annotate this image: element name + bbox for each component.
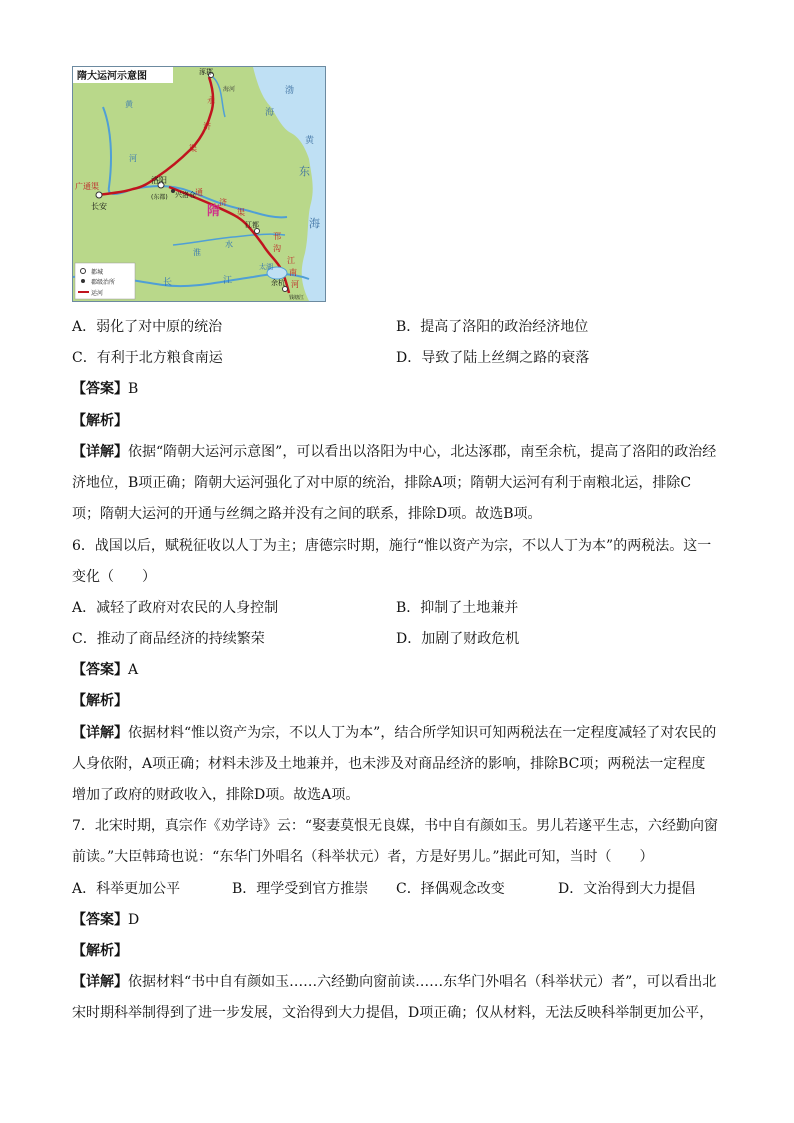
q7-option-b: B．理学受到官方推崇 <box>232 881 369 897</box>
q7-option-d: D．文治得到大力提倡 <box>558 881 696 897</box>
q5-detail-line1 <box>72 443 716 461</box>
q6-option-c: C．推动了商品经济的持续繁荣 <box>72 631 265 647</box>
q5-analysis-tag: 【解析】 <box>72 413 128 429</box>
q6-answer-value: A <box>128 662 139 678</box>
q7-option-a: A．科举更加公平 <box>72 881 181 897</box>
yuhang-marker <box>283 287 288 292</box>
q7-stem-line1: 7．北宋时期，真宗作《劝学诗》云：“娶妻莫恨无良媒，书中自有颜如玉。男儿若遂平生志，六经勤向窗 <box>72 818 719 834</box>
q5-option-b: B．提高了洛阳的政治经济地位 <box>396 319 589 335</box>
legend-canal-label: 运河 <box>91 290 104 297</box>
q5-answer <box>72 380 138 398</box>
map-label-yuhang: 余杭 <box>271 279 285 287</box>
q5-detail-text1: 依据“隋朝大运河示意图”，可以看出以洛阳为中心，北达涿郡，南至余杭，提高了洛阳的政治经 <box>128 444 717 460</box>
legend-county-icon <box>81 279 85 283</box>
q7-detail-text1: 依据材料“书中自有颜如玉……六经勤向窗前读……东华门外唱名（科举状元）者”，可以看出北 <box>128 974 717 990</box>
q5-answer-tag: 【答案】 <box>72 381 128 397</box>
map-label-donghai: 东 <box>299 165 310 178</box>
map-label-jiangnan3: 河 <box>291 280 299 289</box>
map-label-jiangdu: 江都 <box>245 221 259 229</box>
q6-detail-line3: 增加了政府的财政收入，排除D项。故选A项。 <box>72 787 360 803</box>
map-label-jiangnan2: 南 <box>289 268 297 277</box>
q6-option-d: D．加剧了财政危机 <box>396 631 520 647</box>
map-label-guangtong: 广通渠 <box>75 182 99 191</box>
map-label-river-chang: 长 <box>163 278 173 288</box>
q5-detail-tag: 【详解】 <box>72 444 128 460</box>
map-label-river-huang: 黄 <box>125 100 133 109</box>
q7-detail-line2: 宋时期科举制得到了进一步发展，文治得到大力提倡，D项正确；仅从材料，无法反映科举制更加公平， <box>72 1005 714 1021</box>
map-label-tongji2: 济 <box>219 198 227 207</box>
map-title: 隋大运河示意图 <box>77 71 147 82</box>
map-label-haihe: 海河 <box>223 86 236 93</box>
map-label-bohai2: 海 <box>265 108 275 118</box>
q5-answer-value: B <box>128 381 139 397</box>
map-label-yongji2: 济 <box>203 122 211 131</box>
q7-answer-value: D <box>128 912 140 928</box>
q6-detail-tag: 【详解】 <box>72 725 128 741</box>
map-label-yongji3: 渠 <box>189 144 197 153</box>
q7-answer <box>72 911 139 929</box>
map-label-dongdu: (东都) <box>151 194 168 201</box>
legend-capital-icon <box>81 269 86 274</box>
q6-detail-line1 <box>72 724 716 742</box>
q7-stem-line2: 前读。”大臣韩琦也说：“东华门外唱名（科举状元）者，方是好男儿。”据此可知，当时（ ） <box>72 849 654 865</box>
map-label-changan: 长安 <box>91 202 107 211</box>
legend-capital-label: 都城 <box>91 269 104 276</box>
map-label-han2: 沟 <box>273 244 281 253</box>
map-label-zhuojun: 涿郡 <box>199 68 213 76</box>
q6-option-a: A．减轻了政府对农民的人身控制 <box>72 600 279 616</box>
q6-stem-line2: 变化（ ） <box>72 569 156 585</box>
map-label-xingluocang: 兴洛仓 <box>175 191 196 199</box>
q6-answer-tag: 【答案】 <box>72 662 128 678</box>
q7-option-c: C．择偶观念改变 <box>396 881 505 897</box>
map-graphic <box>73 67 325 301</box>
map-label-hai: 海 <box>309 217 320 230</box>
map-label-river-he: 河 <box>129 154 137 163</box>
q7-answer-tag: 【答案】 <box>72 912 128 928</box>
map-label-huai1: 淮 <box>193 248 201 257</box>
map-label-yongji1: 永 <box>207 96 215 105</box>
q6-stem-line1: 6．战国以后，赋税征收以人丁为主；唐德宗时期，施行“惟以资产为宗，不以人丁为本”的两税法。这一 <box>72 538 712 554</box>
map-label-huanghai: 黄 <box>305 136 315 146</box>
map-label-luoyang: 洛阳 <box>151 176 167 185</box>
q5-detail-line3: 项；隋朝大运河的开通与丝绸之路并没有之间的联系，排除D项。故选B项。 <box>72 506 542 522</box>
map-label-sui: 隋 <box>207 204 221 219</box>
map-label-qiantangjiang: 钱塘江 <box>289 295 305 301</box>
changan-marker <box>96 192 102 198</box>
q7-detail-line1 <box>72 973 716 991</box>
map-label-tongji3: 渠 <box>237 208 245 217</box>
map-label-bohai: 渤 <box>285 86 295 96</box>
q6-analysis-tag: 【解析】 <box>72 693 128 709</box>
q6-detail-line2: 人身依附，A项正确；材料未涉及土地兼并，也未涉及对商品经济的影响，排除BC项；两税法一定程度 <box>72 756 706 772</box>
q7-detail-tag: 【详解】 <box>72 974 128 990</box>
map-label-huai2: 水 <box>225 240 233 249</box>
map-label-jiangnan1: 江 <box>287 256 295 265</box>
map-label-taihu: 太湖 <box>259 263 273 271</box>
jiangdu-marker <box>255 229 260 234</box>
q7-analysis-tag: 【解析】 <box>72 943 128 959</box>
sui-grand-canal-map <box>72 66 326 302</box>
q5-option-d: D．导致了陆上丝绸之路的衰落 <box>396 350 590 366</box>
q5-option-a: A．弱化了对中原的统治 <box>72 319 223 335</box>
legend-county-label: 郡级治所 <box>91 279 116 286</box>
q6-detail-text1: 依据材料“惟以资产为宗，不以人丁为本”，结合所学知识可知两税法在一定程度减轻了对农民的 <box>128 725 717 741</box>
map-label-han1: 邗 <box>273 232 281 241</box>
q5-detail-line2: 济地位，B项正确；隋朝大运河强化了对中原的统治，排除A项；隋朝大运河有利于南粮北运，排除C <box>72 475 692 491</box>
q5-option-c: C．有利于北方粮食南运 <box>72 350 223 366</box>
q6-answer <box>72 661 138 679</box>
map-label-tongji1: 通 <box>195 188 203 197</box>
q6-option-b: B．抑制了土地兼并 <box>396 600 519 616</box>
map-label-river-jiang: 江 <box>223 276 233 286</box>
